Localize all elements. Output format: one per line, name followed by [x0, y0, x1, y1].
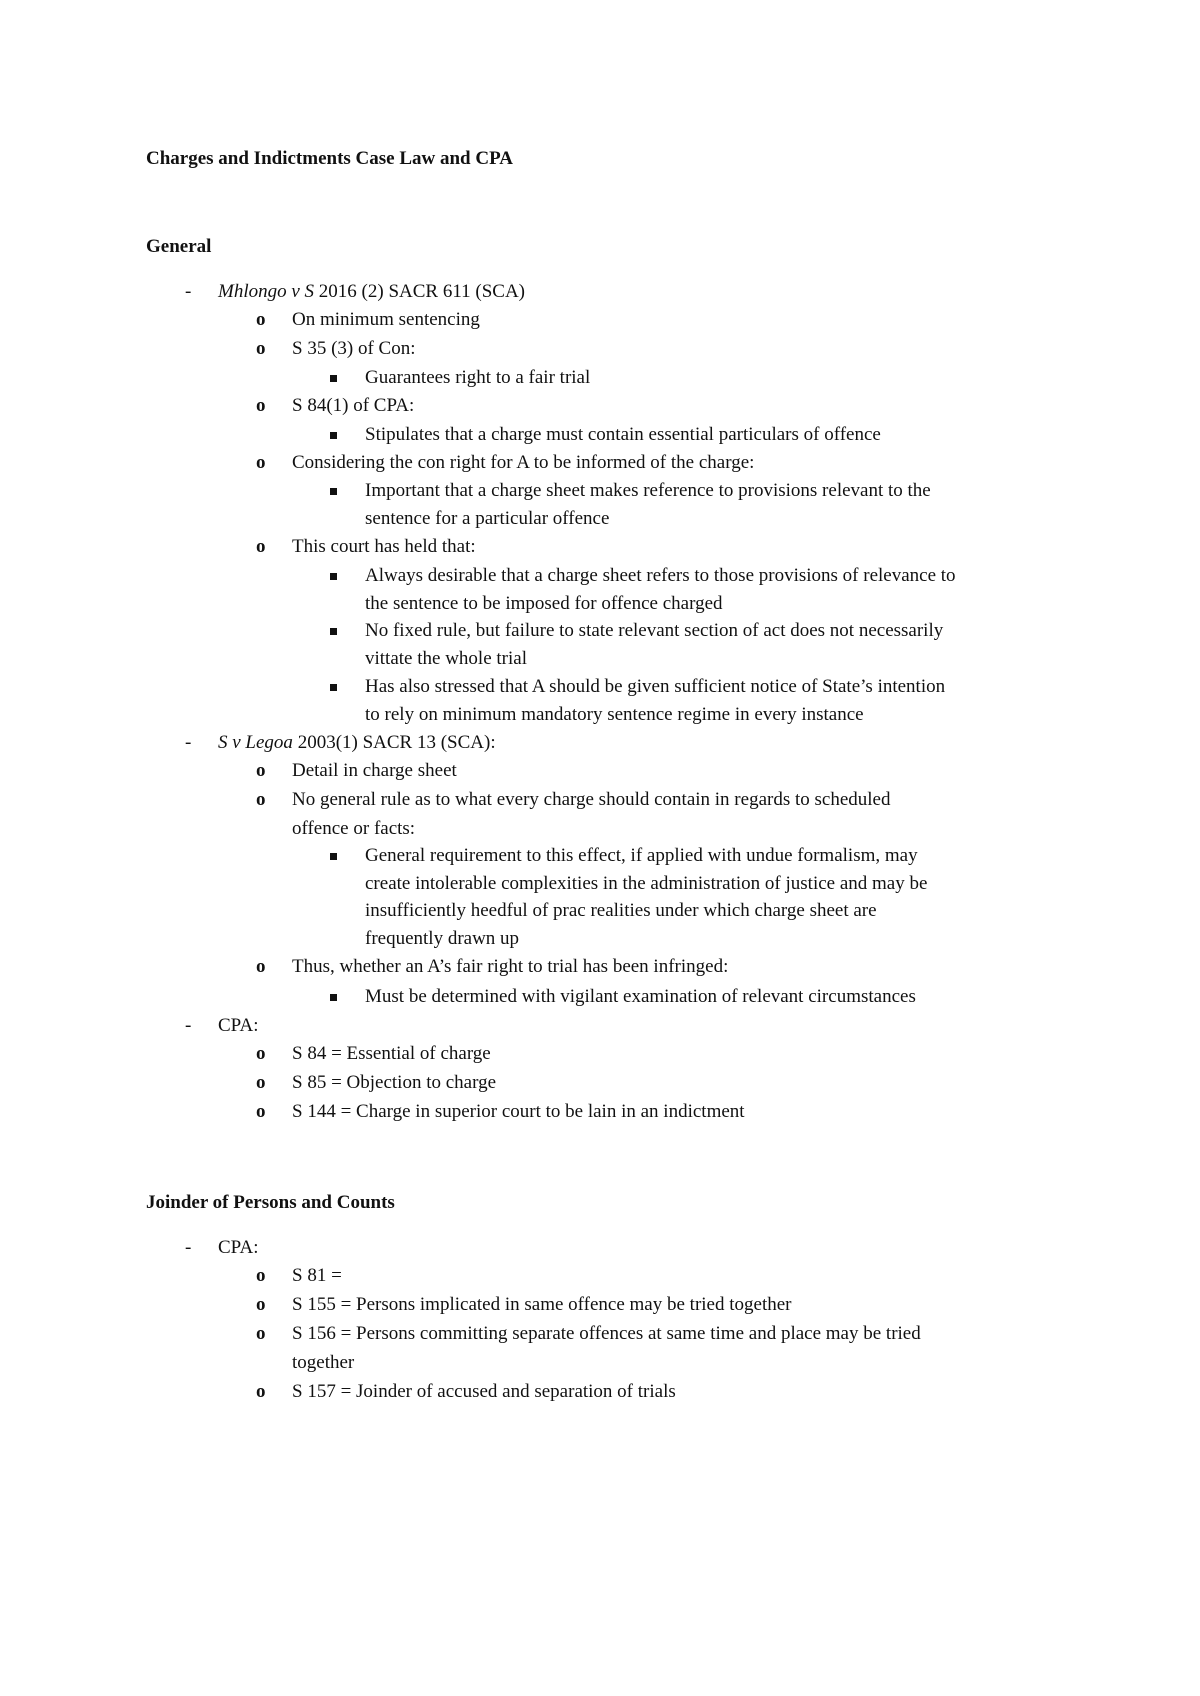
- circle-bullet: o: [256, 789, 266, 810]
- case-citation: 2016 (2) SACR 611 (SCA): [314, 281, 525, 302]
- circle-bullet: o: [256, 452, 266, 473]
- list-item: S 84 = Essential of charge: [292, 1043, 491, 1064]
- list-item-line: S 156 = Persons committing separate offences at same time and place may be tried: [292, 1323, 921, 1344]
- circle-bullet: o: [256, 338, 266, 359]
- circle-bullet: o: [256, 536, 266, 557]
- circle-bullet: o: [256, 1101, 266, 1122]
- case-citation: 2003(1) SACR 13 (SCA):: [292, 732, 496, 753]
- circle-bullet: o: [256, 760, 266, 781]
- square-bullet: [330, 844, 337, 868]
- square-bullet: [330, 619, 337, 643]
- list-item: S 157 = Joinder of accused and separation of trials: [292, 1381, 676, 1402]
- list-item-line: vittate the whole trial: [365, 648, 527, 669]
- square-bullet: [330, 423, 337, 447]
- circle-bullet: o: [256, 1072, 266, 1093]
- dash-bullet: -: [185, 281, 192, 302]
- list-item: S 155 = Persons implicated in same offence may be tried together: [292, 1294, 792, 1315]
- case-name: S v Legoa: [218, 732, 293, 753]
- list-item-line: to rely on minimum mandatory sentence regime in every instance: [365, 704, 864, 725]
- circle-bullet: o: [256, 1381, 266, 1402]
- list-item-line: the sentence to be imposed for offence charged: [365, 593, 723, 614]
- case-entry-mhlongo: [218, 280, 525, 304]
- square-bullet: [330, 985, 337, 1009]
- list-item-line: create intolerable complexities in the administration of justice and may be: [365, 873, 928, 894]
- list-item: Detail in charge sheet: [292, 760, 457, 781]
- list-item-line: Always desirable that a charge sheet refers to those provisions of relevance to: [365, 565, 956, 586]
- list-item: S 84(1) of CPA:: [292, 395, 415, 416]
- section-heading-joinder: Joinder of Persons and Counts: [146, 1192, 395, 1213]
- circle-bullet: o: [256, 956, 266, 977]
- list-item: Stipulates that a charge must contain essential particulars of offence: [365, 424, 881, 445]
- list-item-line: offence or facts:: [292, 818, 416, 839]
- list-item-line: sentence for a particular offence: [365, 508, 610, 529]
- list-item: On minimum sentencing: [292, 309, 480, 330]
- list-item: Considering the con right for A to be informed of the charge:: [292, 452, 755, 473]
- circle-bullet: o: [256, 1294, 266, 1315]
- list-item: S 35 (3) of Con:: [292, 338, 416, 359]
- square-bullet: [330, 366, 337, 390]
- list-item: S 81 =: [292, 1265, 342, 1286]
- list-item-line: insufficiently heedful of prac realities under which charge sheet are: [365, 900, 877, 921]
- circle-bullet: o: [256, 1265, 266, 1286]
- list-item: Thus, whether an A’s fair right to trial has been infringed:: [292, 956, 729, 977]
- square-bullet: [330, 479, 337, 503]
- list-item-line: No general rule as to what every charge should contain in regards to scheduled: [292, 789, 891, 810]
- circle-bullet: o: [256, 1323, 266, 1344]
- cpa-label: CPA:: [218, 1015, 259, 1036]
- document-title: Charges and Indictments Case Law and CPA: [146, 148, 514, 169]
- circle-bullet: o: [256, 395, 266, 416]
- dash-bullet: -: [185, 1015, 192, 1036]
- list-item: This court has held that:: [292, 536, 476, 557]
- list-item: S 85 = Objection to charge: [292, 1072, 497, 1093]
- list-item-line: No fixed rule, but failure to state relevant section of act does not necessarily: [365, 620, 944, 641]
- circle-bullet: o: [256, 1043, 266, 1064]
- dash-bullet: -: [185, 1237, 192, 1258]
- dash-bullet: -: [185, 732, 192, 753]
- list-item: S 144 = Charge in superior court to be lain in an indictment: [292, 1101, 745, 1122]
- list-item: Guarantees right to a fair trial: [365, 367, 591, 388]
- list-item-line: together: [292, 1352, 355, 1373]
- list-item-line: General requirement to this effect, if applied with undue formalism, may: [365, 845, 918, 866]
- case-name: Mhlongo v S: [218, 281, 315, 302]
- case-entry-legoa: [218, 731, 496, 755]
- section-heading-general: General: [146, 236, 212, 257]
- list-item-line: Important that a charge sheet makes reference to provisions relevant to the: [365, 480, 931, 501]
- cpa-label: CPA:: [218, 1237, 259, 1258]
- list-item: Must be determined with vigilant examination of relevant circumstances: [365, 986, 916, 1007]
- list-item-line: Has also stressed that A should be given sufficient notice of State’s intention: [365, 676, 946, 697]
- square-bullet: [330, 564, 337, 588]
- square-bullet: [330, 675, 337, 699]
- list-item-line: frequently drawn up: [365, 928, 520, 949]
- circle-bullet: o: [256, 309, 266, 330]
